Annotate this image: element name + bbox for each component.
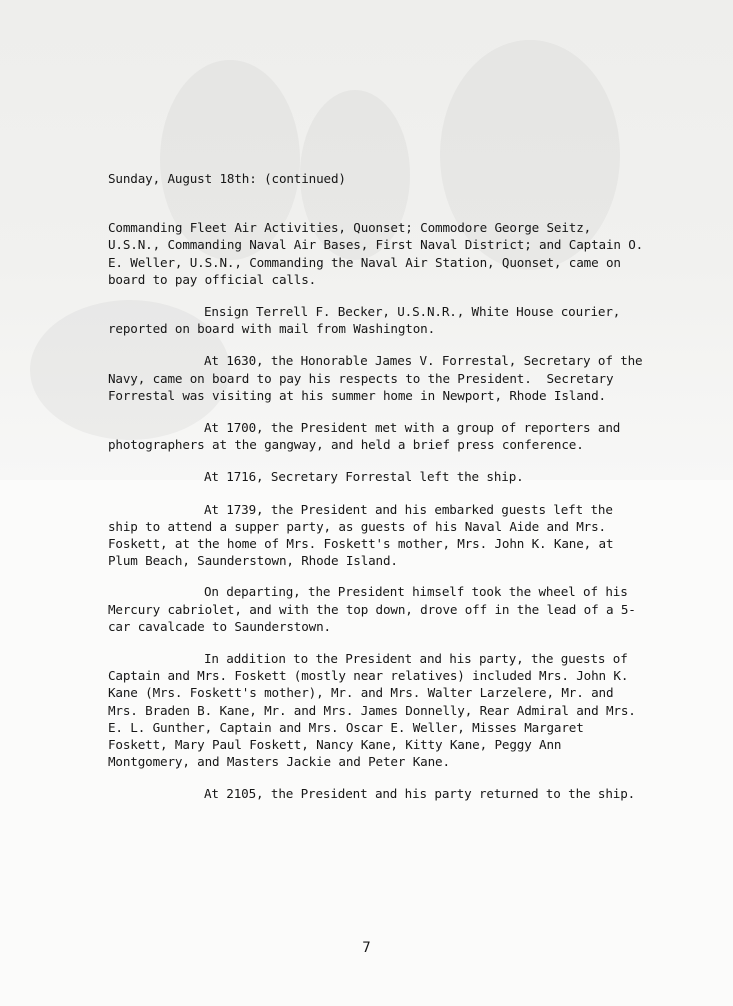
paragraph: At 1630, the Honorable James V. Forrestal, Secretary of the Navy, came on board to pay his respects to the President. Secretary Forrestal was visiting at his summer home in Newport, Rhode Island. [108,353,650,403]
paragraph: At 1700, the President met with a group of reporters and photographers at the gangway, and held a brief press conference. [108,420,628,453]
paragraph: At 1716, Secretary Forrestal left the ship. [204,469,524,485]
paragraph: At 1739, the President and his embarked guests left the ship to attend a supper party, as guests of his Naval Aide and Mrs. Foskett, at the home of Mrs. Foskett's mother, Mrs. John K. Kane, at Plum Beach, Saunderstown, Rhode Island. [108,501,621,569]
page-number: 7 [362,940,371,956]
page-heading: Sunday, August 18th: (continued) [108,171,346,186]
paragraph: At 2105, the President and his party returned to the ship. [204,786,636,802]
paragraph: In addition to the President and his party, the guests of Captain and Mrs. Foskett (mostly near relatives) included Mrs. John K. Kane (Mrs. Foskett's mother), Mr. and Mrs. Walter Larzelere, Mr. and Mrs. Braden B. Kane, Mr. and Mrs. James Donnelly, Rear Admiral and Mrs. E. L. Gunther, Captain and Mrs. Oscar E. Weller, Misses Margaret Foskett, Mary Paul Foskett, Nancy Kane, Kitty Kane, Peggy Ann Montgomery, and Masters Jackie and Peter Kane. [108,651,644,770]
paragraph: On departing, the President himself took the wheel of his Mercury cabriolet, and with the top down, drove off in the lead of a 5-car cavalcade to Saunderstown. [108,584,636,634]
document-body [108,170,651,818]
paragraph: Commanding Fleet Air Activities, Quonset; Commodore George Seitz, U.S.N., Commanding Naval Air Bases, First Naval District; and Captain O. E. Weller, U.S.N., Commanding the Naval Air Station, Quonset, came on board to pay official calls. [108,220,651,287]
paragraph: Ensign Terrell F. Becker, U.S.N.R., White House courier, reported on board with mail from Washington. [108,304,628,337]
